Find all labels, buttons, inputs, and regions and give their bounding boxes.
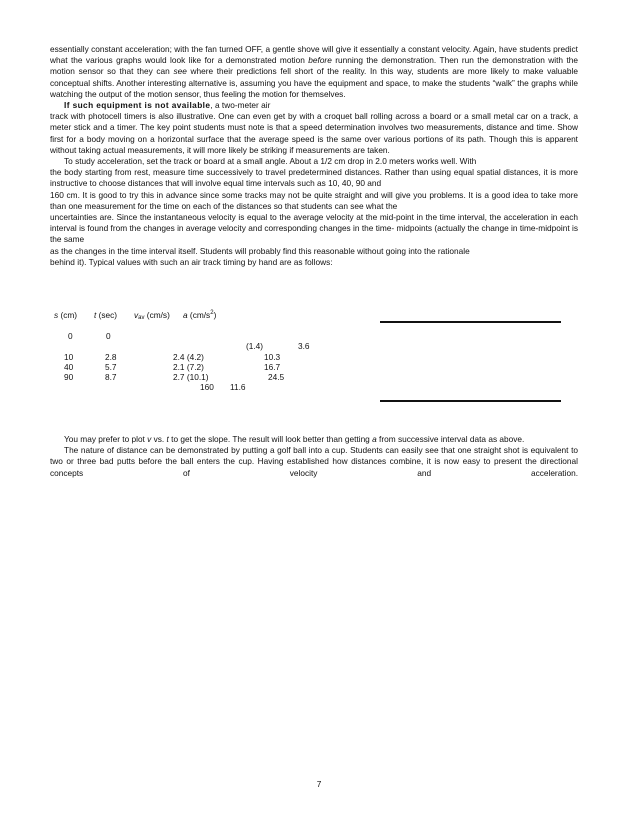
col-header-a: a $(cm/s^2)$ (183, 310, 217, 320)
cell-v-row2: 2.4 (4.2) (173, 352, 204, 362)
paragraph-4: You may prefer to plot v vs. t to get the slope. The result will look better than getting a from successive interval data as above. (64, 434, 525, 444)
cell-s-row4: 90 (64, 372, 74, 382)
cell-t-row0: 0 (106, 331, 111, 341)
col-header-vav: $v_{av}$ (cm/s) (134, 310, 170, 321)
cell-s-row2: 10 (64, 352, 74, 362)
cell-t-row3: 5.7 (105, 362, 117, 372)
cell-a-row3: 16.7 (264, 362, 281, 372)
cell-s-row3: 40 (64, 362, 74, 372)
paragraph-5: The nature of distance can be demonstrated by putting a golf ball into a cup. Students can easily see that one straight shot is equivalent to two or three bad putts before the ball enters the cup. Having established how distances combine, it is now easy to present the directional concepts of velocity and acceleration. (50, 445, 578, 478)
paragraph-3-line-f: behind it). Typical values with such an air track timing by hand are as follows: (50, 256, 333, 267)
col-header-s: s (cm) (54, 310, 78, 320)
paragraph-3-line-b: the body starting from rest, measure time successively to travel predetermined distances. Rather than using equal spatial distances, it is more instructive to choose distances that will involve equal time intervals such as 10, 40, 90 and (50, 167, 578, 189)
cell-v-row1: (1.4) (246, 341, 264, 351)
cell-a-row2: 10.3 (264, 352, 281, 362)
cell-s-row0: 0 (68, 331, 73, 341)
cell-s-row5: 160 (200, 382, 214, 392)
paragraph-3-line-c: 160 cm. It is good to try this in advance since some tracks may not be quite straight and will give you problems. It is a good idea to take more than one measurement for the time on each of the distances so that students can see what the (50, 189, 578, 211)
paragraph-2-lead: If such equipment is not available, a two-meter air (64, 100, 271, 111)
cell-t-row2: 2.8 (105, 352, 117, 362)
cell-v-row4: 2.7 (10.1) (173, 372, 209, 382)
paragraph-3-lead: To study acceleration, set the track or board at a small angle. About a 1/2 cm drop in 2.0 meters works well. With (64, 156, 477, 167)
body-text-top (50, 44, 578, 268)
cell-a-row1: 3.6 (298, 341, 310, 351)
paragraph-2-body: track with photocell timers is also illustrative. One can even get by with a croquet ball rolling across a board or a small metal car on a track, a meter stick and a timer. The key point students must note is that a speed determination involves two measurements, distance and time. Show first for a body moving on a horizontal surface that the average speed is the same over various portions of its path. Though this is apparent without taking actual measurements, it will more likely be striking if measurements are taken. (50, 111, 578, 155)
cell-a-row4: 24.5 (268, 372, 285, 382)
table-rule-bottom (380, 400, 561, 402)
table-rule-top (380, 321, 561, 323)
paragraph-1: essentially constant acceleration; with the fan turned OFF, a gentle shove will give it essentially a constant velocity. Again, have students predict what the various graphs would look like for a demonstrated motion before running the demonstration. Then run the demonstration with the motion sensor so that they can see where their predictions fell short of the reality. In this way, students are more likely to make valuable conceptual shifts. Another interesting alternative is, assuming you have the equipment and space, to make the students “walk” the graphs while watching the output of the motion sensor, thus feeling the motion for themselves. (50, 44, 578, 99)
cell-t-row5: 11.6 (230, 382, 246, 392)
cell-v-row3: 2.1 (7.2) (173, 362, 204, 372)
cell-t-row4: 8.7 (105, 372, 117, 382)
col-header-t: t (sec) (94, 310, 118, 320)
paragraph-3-line-e: as the changes in the time interval itself. Students will probably find this reasonable without going into the rationale (50, 245, 470, 256)
body-text-bottom (50, 434, 578, 479)
page-number: 7 (316, 779, 322, 789)
paragraph-3-line-d: uncertainties are. Since the instantaneous velocity is equal to the average velocity at the mid-point in the time interval, the acceleration in each interval is found from the changes in average velocity and corresponding changes in the time- midpoints (actually the change in time-midpoint is the same (50, 212, 578, 245)
data-table (50, 310, 578, 420)
